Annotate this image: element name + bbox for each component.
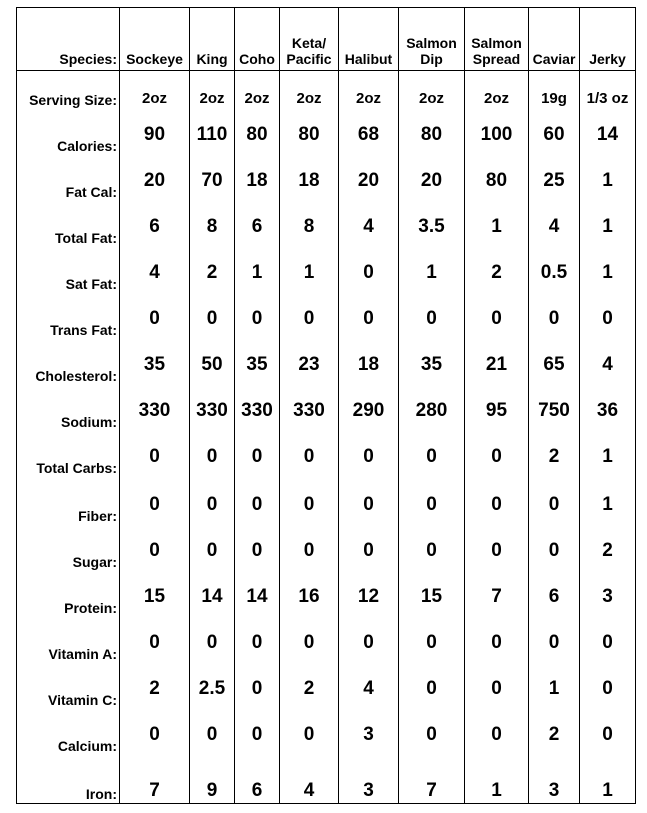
table-cell: 2 (529, 434, 580, 480)
table-cell: 6 (235, 204, 280, 250)
table-cell: 0 (280, 620, 339, 666)
table-cell: 1 (580, 204, 636, 250)
species-header-line: Dip (420, 51, 443, 67)
table-cell: 0 (190, 620, 235, 666)
table-cell: 18 (235, 158, 280, 204)
table-cell: 0 (465, 666, 529, 712)
table-cell: 4 (529, 204, 580, 250)
table-cell: 0 (280, 434, 339, 480)
table-cell: 290 (339, 388, 399, 434)
table-cell: 0 (399, 434, 465, 480)
table-cell: 0 (339, 620, 399, 666)
table-row (17, 758, 636, 804)
table-cell: 110 (190, 112, 235, 158)
species-header (529, 8, 580, 71)
table-cell: 0 (235, 296, 280, 342)
table-cell: 0 (190, 434, 235, 480)
row-label: Protein: (17, 574, 120, 620)
table-cell: 0.5 (529, 250, 580, 296)
table-row (17, 712, 636, 758)
table-cell: 0 (580, 620, 636, 666)
table-cell: 2oz (399, 71, 465, 112)
table-cell: 0 (190, 528, 235, 574)
table-cell: 0 (339, 528, 399, 574)
table-cell: 0 (339, 434, 399, 480)
table-cell: 0 (580, 712, 636, 758)
row-label: Sat Fat: (17, 250, 120, 296)
table-cell: 0 (280, 528, 339, 574)
species-header-line: Sockeye (126, 51, 183, 67)
table-cell: 95 (465, 388, 529, 434)
table-cell: 2oz (339, 71, 399, 112)
table-cell: 0 (235, 480, 280, 528)
table-cell: 1 (580, 480, 636, 528)
table-cell: 100 (465, 112, 529, 158)
table-cell: 0 (280, 480, 339, 528)
table-cell: 330 (235, 388, 280, 434)
table-cell: 1 (465, 204, 529, 250)
table-cell: 0 (280, 712, 339, 758)
table-cell: 2oz (465, 71, 529, 112)
table-cell: 0 (399, 296, 465, 342)
row-label: Vitamin A: (17, 620, 120, 666)
table-cell: 0 (529, 480, 580, 528)
table-cell: 1 (580, 434, 636, 480)
table-cell: 1 (580, 758, 636, 804)
species-header-line: Spread (472, 51, 521, 67)
table-cell: 0 (235, 666, 280, 712)
table-cell: 36 (580, 388, 636, 434)
table-row (17, 250, 636, 296)
table-cell: 23 (280, 342, 339, 388)
species-header (339, 8, 399, 71)
species-header (399, 8, 465, 71)
table-cell: 0 (339, 250, 399, 296)
table-row (17, 342, 636, 388)
table-cell: 65 (529, 342, 580, 388)
row-label: Fat Cal: (17, 158, 120, 204)
table-cell: 3 (339, 758, 399, 804)
table-cell: 0 (120, 528, 190, 574)
row-label: Fiber: (17, 480, 120, 528)
table-row (17, 666, 636, 712)
row-label: Cholesterol: (17, 342, 120, 388)
table-cell: 50 (190, 342, 235, 388)
table-cell: 14 (580, 112, 636, 158)
table-cell: 0 (235, 620, 280, 666)
table-cell: 1 (280, 250, 339, 296)
table-row (17, 204, 636, 250)
table-cell: 0 (235, 528, 280, 574)
row-label: Sodium: (17, 388, 120, 434)
table-cell: 330 (120, 388, 190, 434)
table-cell: 20 (339, 158, 399, 204)
table-cell: 0 (399, 480, 465, 528)
table-cell: 0 (190, 480, 235, 528)
species-header-line: Salmon (406, 35, 457, 51)
table-cell: 0 (120, 296, 190, 342)
species-header-line: Pacific (286, 51, 332, 67)
table-cell: 0 (399, 620, 465, 666)
table-cell: 15 (120, 574, 190, 620)
row-label: Serving Size: (17, 71, 120, 112)
row-label: Total Carbs: (17, 434, 120, 480)
table-cell: 4 (339, 204, 399, 250)
table-cell: 750 (529, 388, 580, 434)
species-header-line: Coho (239, 51, 275, 67)
nutrition-rows (17, 71, 636, 804)
table-row (17, 528, 636, 574)
table-cell: 4 (120, 250, 190, 296)
species-header (280, 8, 339, 71)
table-cell: 2oz (120, 71, 190, 112)
table-cell: 2 (580, 528, 636, 574)
table-cell: 280 (399, 388, 465, 434)
table-cell: 0 (529, 296, 580, 342)
table-cell: 21 (465, 342, 529, 388)
row-label: Total Fat: (17, 204, 120, 250)
table-cell: 0 (120, 620, 190, 666)
table-cell: 1 (580, 250, 636, 296)
table-cell: 0 (580, 666, 636, 712)
table-cell: 330 (280, 388, 339, 434)
table-cell: 0 (529, 528, 580, 574)
species-header-line: Jerky (589, 51, 626, 67)
table-cell: 0 (190, 296, 235, 342)
table-row (17, 388, 636, 434)
table-row (17, 574, 636, 620)
table-cell: 60 (529, 112, 580, 158)
table-cell: 7 (120, 758, 190, 804)
row-label: Calcium: (17, 712, 120, 758)
table-row (17, 296, 636, 342)
table-row (17, 480, 636, 528)
table-cell: 3 (339, 712, 399, 758)
table-cell: 4 (280, 758, 339, 804)
table-cell: 3 (580, 574, 636, 620)
table-cell: 0 (235, 434, 280, 480)
table-cell: 330 (190, 388, 235, 434)
table-cell: 15 (399, 574, 465, 620)
species-header (580, 8, 636, 71)
table-cell: 6 (235, 758, 280, 804)
row-label: Iron: (17, 758, 120, 804)
table-cell: 19g (529, 71, 580, 112)
table-cell: 2 (529, 712, 580, 758)
table-cell: 6 (120, 204, 190, 250)
species-header-line: Keta/ (291, 35, 327, 51)
table-cell: 0 (235, 712, 280, 758)
row-label: Calories: (17, 112, 120, 158)
table-row (17, 112, 636, 158)
table-cell: 2 (465, 250, 529, 296)
table-cell: 16 (280, 574, 339, 620)
table-cell: 0 (339, 480, 399, 528)
species-header (235, 8, 280, 71)
table-cell: 1 (399, 250, 465, 296)
table-cell: 7 (465, 574, 529, 620)
table-cell: 68 (339, 112, 399, 158)
table-cell: 2.5 (190, 666, 235, 712)
table-cell: 0 (399, 712, 465, 758)
table-cell: 4 (339, 666, 399, 712)
table-cell: 12 (339, 574, 399, 620)
row-label: Sugar: (17, 528, 120, 574)
table-cell: 1/3 oz (580, 71, 636, 112)
table-cell: 0 (120, 712, 190, 758)
species-header-line: Salmon (471, 35, 522, 51)
table-cell: 70 (190, 158, 235, 204)
table-cell: 0 (465, 528, 529, 574)
table-cell: 1 (529, 666, 580, 712)
table-cell: 3 (529, 758, 580, 804)
table-cell: 80 (465, 158, 529, 204)
table-cell: 18 (280, 158, 339, 204)
table-cell: 0 (580, 296, 636, 342)
table-cell: 2oz (235, 71, 280, 112)
table-cell: 80 (280, 112, 339, 158)
table-cell: 0 (399, 666, 465, 712)
table-cell: 0 (399, 528, 465, 574)
species-label: Species: (17, 8, 120, 71)
table-cell: 8 (280, 204, 339, 250)
table-cell: 2 (120, 666, 190, 712)
table-cell: 8 (190, 204, 235, 250)
table-cell: 80 (235, 112, 280, 158)
table-cell: 0 (120, 480, 190, 528)
table-cell: 6 (529, 574, 580, 620)
header-row (17, 8, 636, 71)
table-cell: 35 (399, 342, 465, 388)
species-header (190, 8, 235, 71)
table-cell: 0 (465, 434, 529, 480)
table-cell: 20 (120, 158, 190, 204)
table-cell: 9 (190, 758, 235, 804)
species-header-line: Caviar (532, 51, 576, 67)
table-cell: 0 (190, 712, 235, 758)
table-cell: 4 (580, 342, 636, 388)
table-cell: 0 (465, 620, 529, 666)
row-label: Trans Fat: (17, 296, 120, 342)
table-cell: 35 (120, 342, 190, 388)
table-cell: 1 (465, 758, 529, 804)
table-cell: 80 (399, 112, 465, 158)
table-cell: 25 (529, 158, 580, 204)
species-header-line: King (196, 51, 228, 67)
table-row (17, 71, 636, 112)
table-cell: 0 (120, 434, 190, 480)
table-cell: 7 (399, 758, 465, 804)
table-cell: 0 (339, 296, 399, 342)
table-cell: 1 (235, 250, 280, 296)
species-header (465, 8, 529, 71)
species-header (120, 8, 190, 71)
table-cell: 0 (529, 620, 580, 666)
species-header-line: Halibut (344, 51, 393, 67)
table-cell: 90 (120, 112, 190, 158)
table-cell: 0 (280, 296, 339, 342)
table-row (17, 158, 636, 204)
table-cell: 2 (190, 250, 235, 296)
row-label: Vitamin C: (17, 666, 120, 712)
table-cell: 2oz (280, 71, 339, 112)
table-cell: 14 (235, 574, 280, 620)
nutrition-table (16, 7, 636, 804)
table-cell: 1 (580, 158, 636, 204)
table-cell: 20 (399, 158, 465, 204)
table-cell: 14 (190, 574, 235, 620)
table-row (17, 434, 636, 480)
table-cell: 0 (465, 712, 529, 758)
table-cell: 0 (465, 296, 529, 342)
table-cell: 18 (339, 342, 399, 388)
table-row (17, 620, 636, 666)
table-cell: 0 (465, 480, 529, 528)
table-cell: 2oz (190, 71, 235, 112)
table-cell: 2 (280, 666, 339, 712)
table-cell: 35 (235, 342, 280, 388)
table-cell: 3.5 (399, 204, 465, 250)
